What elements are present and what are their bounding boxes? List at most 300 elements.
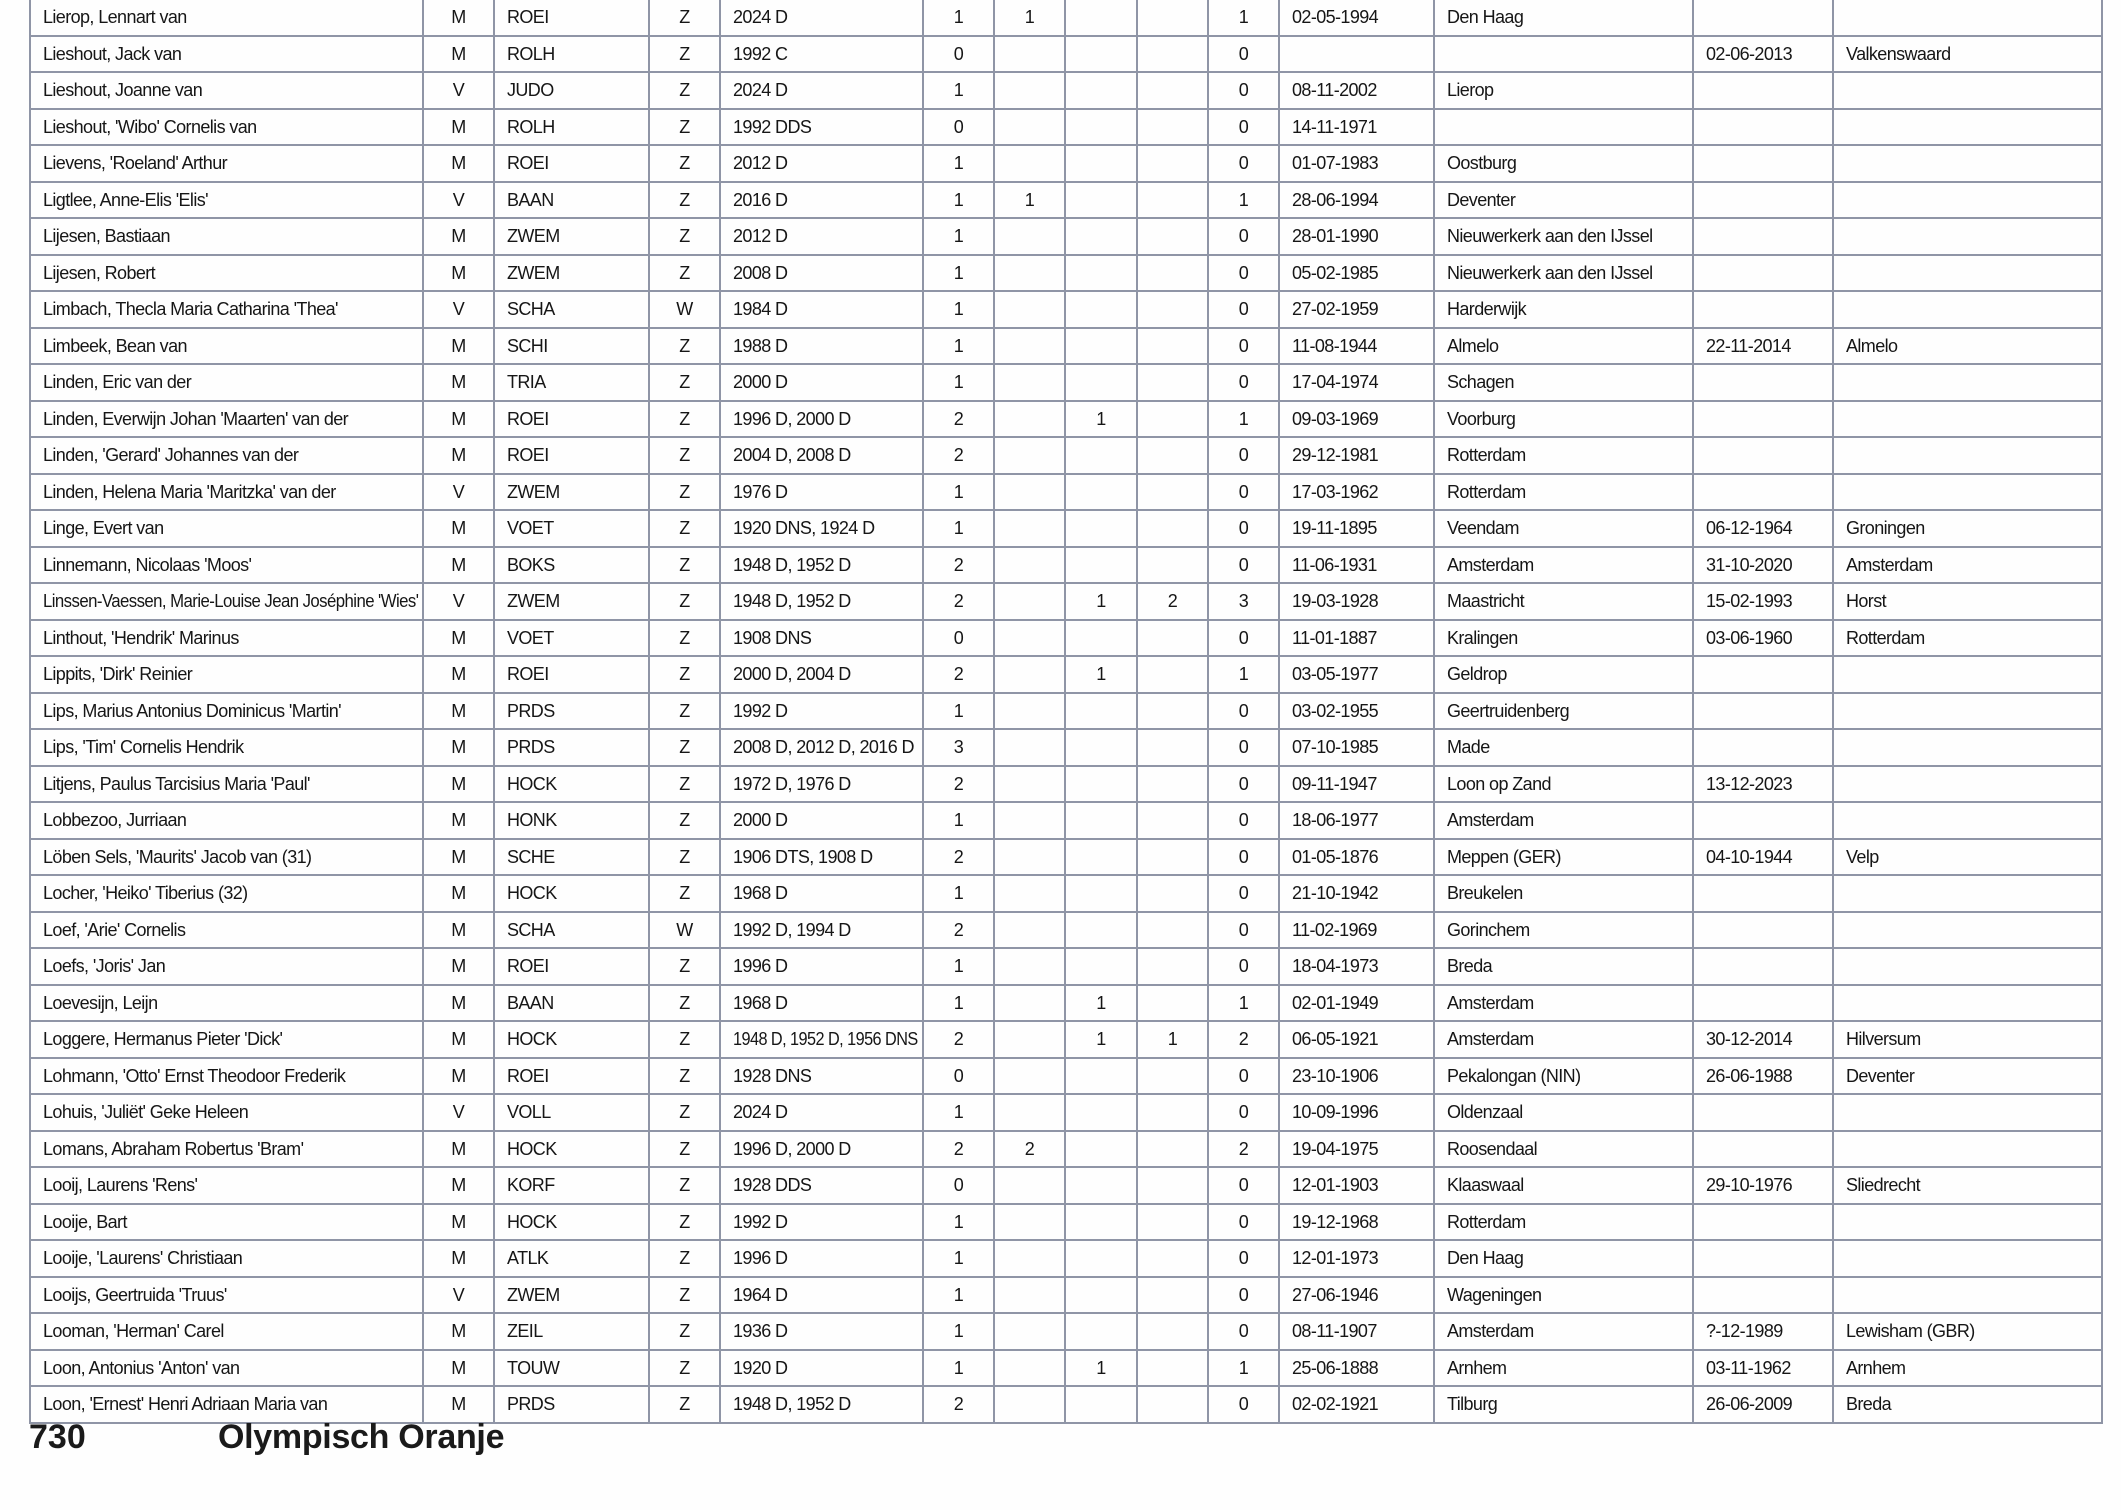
bronze-cell — [1137, 1167, 1208, 1204]
birth-date-cell: 25-06-1888 — [1279, 1350, 1434, 1387]
death-place-cell — [1833, 693, 2102, 730]
medals-total-cell: 0 — [1208, 1313, 1279, 1350]
bronze-cell — [1137, 182, 1208, 219]
book-title: Olympisch Oranje — [218, 1418, 505, 1456]
death-date-cell: 30-12-2014 — [1693, 1021, 1833, 1058]
participations-cell: 1 — [923, 328, 994, 365]
birth-place-cell: Gorinchem — [1434, 912, 1693, 949]
birth-date-cell: 11-06-1931 — [1279, 547, 1434, 584]
games-cell: 1928 DNS — [720, 1058, 923, 1095]
sport-cell: PRDS — [494, 729, 649, 766]
medals-total-cell: 0 — [1208, 802, 1279, 839]
sport-cell: ROEI — [494, 0, 649, 36]
participations-cell: 2 — [923, 1386, 994, 1423]
death-date-cell: 26-06-2009 — [1693, 1386, 1833, 1423]
silver-cell — [1065, 510, 1137, 547]
sport-cell: ZWEM — [494, 218, 649, 255]
birth-place-cell — [1434, 109, 1693, 146]
athlete-name-cell: Linnemann, Nicolaas 'Moos' — [30, 547, 423, 584]
participations-cell: 0 — [923, 1058, 994, 1095]
death-date-cell: 04-10-1944 — [1693, 839, 1833, 876]
birth-date-cell: 19-12-1968 — [1279, 1204, 1434, 1241]
bronze-cell — [1137, 328, 1208, 365]
silver-cell — [1065, 729, 1137, 766]
athlete-name-cell: Linden, Helena Maria 'Maritzka' van der — [30, 474, 423, 511]
games-cell: 2024 D — [720, 72, 923, 109]
games-cell: 1948 D, 1952 D — [720, 547, 923, 584]
gold-cell — [994, 328, 1065, 365]
athlete-name-cell: Lierop, Lennart van — [30, 0, 423, 36]
death-place-cell: Hilversum — [1833, 1021, 2102, 1058]
gold-cell — [994, 291, 1065, 328]
participations-cell: 1 — [923, 948, 994, 985]
medals-total-cell: 1 — [1208, 985, 1279, 1022]
gold-cell — [994, 510, 1065, 547]
participations-cell: 0 — [923, 620, 994, 657]
birth-date-cell: 27-02-1959 — [1279, 291, 1434, 328]
death-place-cell: Breda — [1833, 1386, 2102, 1423]
gold-cell — [994, 985, 1065, 1022]
games-cell: 1968 D — [720, 985, 923, 1022]
table-row — [30, 401, 2102, 438]
games-cell: 1992 D, 1994 D — [720, 912, 923, 949]
gold-cell — [994, 474, 1065, 511]
season-cell: Z — [649, 948, 720, 985]
bronze-cell — [1137, 1204, 1208, 1241]
athlete-name-cell: Loon, 'Ernest' Henri Adriaan Maria van — [30, 1386, 423, 1423]
birth-place-cell: Maastricht — [1434, 583, 1693, 620]
silver-cell — [1065, 36, 1137, 73]
birth-date-cell: 03-05-1977 — [1279, 656, 1434, 693]
silver-cell — [1065, 948, 1137, 985]
birth-place-cell: Veendam — [1434, 510, 1693, 547]
death-place-cell — [1833, 182, 2102, 219]
games-cell: 1992 C — [720, 36, 923, 73]
athlete-name-cell: Linssen-Vaessen, Marie-Louise Jean Joséphine 'Wies' — [30, 583, 423, 620]
silver-cell: 1 — [1065, 1021, 1137, 1058]
athlete-name-cell: Lievens, 'Roeland' Arthur — [30, 145, 423, 182]
season-cell: Z — [649, 1167, 720, 1204]
sport-cell: ZWEM — [494, 1277, 649, 1314]
table-row — [30, 875, 2102, 912]
death-date-cell — [1693, 948, 1833, 985]
death-place-cell — [1833, 802, 2102, 839]
gold-cell — [994, 1277, 1065, 1314]
participations-cell: 2 — [923, 401, 994, 438]
sport-cell: SCHE — [494, 839, 649, 876]
silver-cell — [1065, 1386, 1137, 1423]
season-cell: Z — [649, 1386, 720, 1423]
bronze-cell — [1137, 510, 1208, 547]
silver-cell — [1065, 547, 1137, 584]
sport-cell: ROLH — [494, 109, 649, 146]
gold-cell — [994, 802, 1065, 839]
sport-cell: ZEIL — [494, 1313, 649, 1350]
table-row — [30, 766, 2102, 803]
bronze-cell — [1137, 1313, 1208, 1350]
table-row — [30, 145, 2102, 182]
medals-total-cell: 0 — [1208, 1204, 1279, 1241]
birth-date-cell: 27-06-1946 — [1279, 1277, 1434, 1314]
birth-date-cell: 05-02-1985 — [1279, 255, 1434, 292]
medals-total-cell: 0 — [1208, 328, 1279, 365]
gold-cell — [994, 1313, 1065, 1350]
silver-cell — [1065, 839, 1137, 876]
gender-cell: M — [423, 328, 494, 365]
death-place-cell — [1833, 218, 2102, 255]
table-row — [30, 583, 2102, 620]
sport-cell: TRIA — [494, 364, 649, 401]
athlete-name-cell: Lieshout, 'Wibo' Cornelis van — [30, 109, 423, 146]
birth-date-cell: 11-01-1887 — [1279, 620, 1434, 657]
participations-cell: 1 — [923, 255, 994, 292]
games-cell: 1976 D — [720, 474, 923, 511]
athlete-name-cell: Looije, Bart — [30, 1204, 423, 1241]
bronze-cell — [1137, 255, 1208, 292]
death-date-cell — [1693, 693, 1833, 730]
games-cell: 1948 D, 1952 D, 1956 DNS — [720, 1021, 923, 1058]
participations-cell: 1 — [923, 474, 994, 511]
death-place-cell — [1833, 364, 2102, 401]
athlete-name-cell: Linden, Everwijn Johan 'Maarten' van der — [30, 401, 423, 438]
bronze-cell — [1137, 985, 1208, 1022]
death-date-cell — [1693, 145, 1833, 182]
table-row — [30, 912, 2102, 949]
gender-cell: M — [423, 1021, 494, 1058]
silver-cell — [1065, 1204, 1137, 1241]
death-place-cell — [1833, 401, 2102, 438]
athlete-name-cell: Limbach, Thecla Maria Catharina 'Thea' — [30, 291, 423, 328]
bronze-cell — [1137, 364, 1208, 401]
birth-place-cell: Amsterdam — [1434, 1313, 1693, 1350]
table-row — [30, 1167, 2102, 1204]
games-cell: 2012 D — [720, 218, 923, 255]
gender-cell: M — [423, 912, 494, 949]
gold-cell — [994, 218, 1065, 255]
birth-place-cell: Lierop — [1434, 72, 1693, 109]
death-place-cell: Deventer — [1833, 1058, 2102, 1095]
medals-total-cell: 0 — [1208, 766, 1279, 803]
death-place-cell: Lewisham (GBR) — [1833, 1313, 2102, 1350]
birth-place-cell: Schagen — [1434, 364, 1693, 401]
table-row — [30, 1240, 2102, 1277]
gold-cell — [994, 1167, 1065, 1204]
games-cell: 1984 D — [720, 291, 923, 328]
sport-cell: ROEI — [494, 401, 649, 438]
table-row — [30, 985, 2102, 1022]
games-cell: 1948 D, 1952 D — [720, 583, 923, 620]
gender-cell: M — [423, 948, 494, 985]
birth-place-cell: Nieuwerkerk aan den IJssel — [1434, 218, 1693, 255]
gold-cell — [994, 364, 1065, 401]
table-row — [30, 1204, 2102, 1241]
silver-cell — [1065, 1167, 1137, 1204]
death-place-cell — [1833, 912, 2102, 949]
participations-cell: 2 — [923, 1021, 994, 1058]
table-row — [30, 364, 2102, 401]
death-place-cell — [1833, 0, 2102, 36]
athlete-name-cell: Looij, Laurens 'Rens' — [30, 1167, 423, 1204]
table-row — [30, 182, 2102, 219]
death-date-cell — [1693, 1204, 1833, 1241]
athlete-name-cell: Lieshout, Joanne van — [30, 72, 423, 109]
season-cell: Z — [649, 729, 720, 766]
table-row — [30, 474, 2102, 511]
medals-total-cell: 0 — [1208, 218, 1279, 255]
athlete-name-cell: Lohmann, 'Otto' Ernst Theodoor Frederik — [30, 1058, 423, 1095]
death-date-cell: 22-11-2014 — [1693, 328, 1833, 365]
birth-place-cell: Geertruidenberg — [1434, 693, 1693, 730]
gold-cell — [994, 1094, 1065, 1131]
medals-total-cell: 0 — [1208, 510, 1279, 547]
games-cell: 1992 D — [720, 693, 923, 730]
medals-total-cell: 0 — [1208, 948, 1279, 985]
table-row — [30, 1277, 2102, 1314]
sport-cell: VOET — [494, 620, 649, 657]
death-place-cell — [1833, 1277, 2102, 1314]
athlete-name-cell: Loefs, 'Joris' Jan — [30, 948, 423, 985]
games-cell: 1968 D — [720, 875, 923, 912]
gender-cell: V — [423, 583, 494, 620]
death-place-cell: Velp — [1833, 839, 2102, 876]
medals-total-cell: 0 — [1208, 839, 1279, 876]
athlete-name-cell: Linden, Eric van der — [30, 364, 423, 401]
medals-total-cell: 0 — [1208, 1277, 1279, 1314]
table-row — [30, 36, 2102, 73]
medals-total-cell: 0 — [1208, 36, 1279, 73]
gold-cell — [994, 1021, 1065, 1058]
season-cell: W — [649, 291, 720, 328]
silver-cell — [1065, 474, 1137, 511]
season-cell: Z — [649, 1204, 720, 1241]
gender-cell: M — [423, 1240, 494, 1277]
season-cell: Z — [649, 474, 720, 511]
birth-place-cell: Geldrop — [1434, 656, 1693, 693]
participations-cell: 1 — [923, 0, 994, 36]
bronze-cell — [1137, 36, 1208, 73]
games-cell: 1996 D — [720, 948, 923, 985]
bronze-cell — [1137, 1350, 1208, 1387]
games-cell: 1948 D, 1952 D — [720, 1386, 923, 1423]
death-place-cell — [1833, 109, 2102, 146]
death-date-cell — [1693, 802, 1833, 839]
sport-cell: JUDO — [494, 72, 649, 109]
bronze-cell — [1137, 1386, 1208, 1423]
birth-date-cell — [1279, 36, 1434, 73]
bronze-cell — [1137, 1131, 1208, 1168]
death-date-cell: 03-11-1962 — [1693, 1350, 1833, 1387]
medals-total-cell: 0 — [1208, 912, 1279, 949]
birth-place-cell: Pekalongan (NIN) — [1434, 1058, 1693, 1095]
bronze-cell — [1137, 547, 1208, 584]
participations-cell: 1 — [923, 1277, 994, 1314]
games-cell: 2008 D, 2012 D, 2016 D — [720, 729, 923, 766]
participations-cell: 2 — [923, 766, 994, 803]
medals-total-cell: 0 — [1208, 72, 1279, 109]
participations-cell: 1 — [923, 364, 994, 401]
table-row — [30, 510, 2102, 547]
athlete-name-cell: Lijesen, Robert — [30, 255, 423, 292]
birth-date-cell: 01-07-1983 — [1279, 145, 1434, 182]
birth-date-cell: 08-11-1907 — [1279, 1313, 1434, 1350]
gender-cell: M — [423, 36, 494, 73]
gender-cell: M — [423, 1350, 494, 1387]
athlete-name-cell: Loon, Antonius 'Anton' van — [30, 1350, 423, 1387]
season-cell: Z — [649, 766, 720, 803]
athlete-name-cell: Litjens, Paulus Tarcisius Maria 'Paul' — [30, 766, 423, 803]
medals-total-cell: 0 — [1208, 145, 1279, 182]
athlete-name-cell: Looijs, Geertruida 'Truus' — [30, 1277, 423, 1314]
death-date-cell: 02-06-2013 — [1693, 36, 1833, 73]
gold-cell — [994, 693, 1065, 730]
bronze-cell — [1137, 1277, 1208, 1314]
silver-cell — [1065, 109, 1137, 146]
medals-total-cell: 0 — [1208, 1167, 1279, 1204]
bronze-cell: 2 — [1137, 583, 1208, 620]
participations-cell: 1 — [923, 291, 994, 328]
birth-place-cell: Amsterdam — [1434, 547, 1693, 584]
gender-cell: M — [423, 1204, 494, 1241]
sport-cell: PRDS — [494, 1386, 649, 1423]
birth-place-cell: Nieuwerkerk aan den IJssel — [1434, 255, 1693, 292]
birth-place-cell: Amsterdam — [1434, 802, 1693, 839]
gender-cell: M — [423, 510, 494, 547]
death-place-cell — [1833, 255, 2102, 292]
season-cell: Z — [649, 1094, 720, 1131]
gold-cell — [994, 547, 1065, 584]
birth-place-cell: Oostburg — [1434, 145, 1693, 182]
birth-date-cell: 21-10-1942 — [1279, 875, 1434, 912]
participations-cell: 1 — [923, 1204, 994, 1241]
table-row — [30, 218, 2102, 255]
sport-cell: BAAN — [494, 182, 649, 219]
death-place-cell — [1833, 1204, 2102, 1241]
birth-date-cell: 10-09-1996 — [1279, 1094, 1434, 1131]
death-date-cell — [1693, 474, 1833, 511]
games-cell: 2004 D, 2008 D — [720, 437, 923, 474]
games-cell: 1996 D, 2000 D — [720, 401, 923, 438]
bronze-cell — [1137, 1240, 1208, 1277]
death-date-cell — [1693, 729, 1833, 766]
gender-cell: M — [423, 437, 494, 474]
gender-cell: V — [423, 182, 494, 219]
bronze-cell — [1137, 1058, 1208, 1095]
gender-cell: M — [423, 1131, 494, 1168]
participations-cell: 2 — [923, 437, 994, 474]
medals-total-cell: 2 — [1208, 1021, 1279, 1058]
gender-cell: M — [423, 839, 494, 876]
birth-place-cell: Rotterdam — [1434, 474, 1693, 511]
death-date-cell: 13-12-2023 — [1693, 766, 1833, 803]
table-row — [30, 109, 2102, 146]
season-cell: Z — [649, 1131, 720, 1168]
death-date-cell — [1693, 656, 1833, 693]
death-place-cell — [1833, 948, 2102, 985]
death-date-cell: 15-02-1993 — [1693, 583, 1833, 620]
gender-cell: V — [423, 1094, 494, 1131]
season-cell: Z — [649, 1058, 720, 1095]
gender-cell: V — [423, 1277, 494, 1314]
death-place-cell: Arnhem — [1833, 1350, 2102, 1387]
medals-total-cell: 0 — [1208, 255, 1279, 292]
death-date-cell — [1693, 1094, 1833, 1131]
death-place-cell: Groningen — [1833, 510, 2102, 547]
participations-cell: 2 — [923, 1131, 994, 1168]
gender-cell: M — [423, 729, 494, 766]
gold-cell — [994, 1386, 1065, 1423]
participations-cell: 2 — [923, 583, 994, 620]
bronze-cell — [1137, 729, 1208, 766]
birth-place-cell — [1434, 36, 1693, 73]
sport-cell: BAAN — [494, 985, 649, 1022]
death-place-cell: Sliedrecht — [1833, 1167, 2102, 1204]
death-place-cell — [1833, 1240, 2102, 1277]
medals-total-cell: 0 — [1208, 875, 1279, 912]
season-cell: Z — [649, 1350, 720, 1387]
table-row — [30, 291, 2102, 328]
death-date-cell — [1693, 912, 1833, 949]
birth-place-cell: Meppen (GER) — [1434, 839, 1693, 876]
death-place-cell: Horst — [1833, 583, 2102, 620]
season-cell: Z — [649, 437, 720, 474]
table-row — [30, 802, 2102, 839]
gender-cell: M — [423, 255, 494, 292]
silver-cell — [1065, 1058, 1137, 1095]
death-place-cell — [1833, 1094, 2102, 1131]
gender-cell: M — [423, 766, 494, 803]
death-date-cell — [1693, 437, 1833, 474]
table-row — [30, 255, 2102, 292]
games-cell: 2024 D — [720, 0, 923, 36]
death-place-cell — [1833, 729, 2102, 766]
silver-cell — [1065, 912, 1137, 949]
gold-cell — [994, 875, 1065, 912]
gold-cell — [994, 583, 1065, 620]
page-number: 730 — [29, 1418, 86, 1456]
bronze-cell — [1137, 291, 1208, 328]
death-date-cell — [1693, 218, 1833, 255]
silver-cell — [1065, 328, 1137, 365]
medals-total-cell: 1 — [1208, 401, 1279, 438]
birth-place-cell: Amsterdam — [1434, 985, 1693, 1022]
games-cell: 1964 D — [720, 1277, 923, 1314]
birth-place-cell: Breukelen — [1434, 875, 1693, 912]
gold-cell — [994, 1350, 1065, 1387]
silver-cell — [1065, 1094, 1137, 1131]
season-cell: Z — [649, 875, 720, 912]
gold-cell — [994, 1058, 1065, 1095]
sport-cell: HOCK — [494, 875, 649, 912]
silver-cell — [1065, 1240, 1137, 1277]
participations-cell: 1 — [923, 182, 994, 219]
games-cell: 1908 DNS — [720, 620, 923, 657]
season-cell: Z — [649, 1021, 720, 1058]
season-cell: Z — [649, 36, 720, 73]
death-place-cell — [1833, 656, 2102, 693]
birth-place-cell: Breda — [1434, 948, 1693, 985]
season-cell: Z — [649, 0, 720, 36]
bronze-cell — [1137, 0, 1208, 36]
table-row — [30, 437, 2102, 474]
death-date-cell — [1693, 1277, 1833, 1314]
medals-total-cell: 2 — [1208, 1131, 1279, 1168]
athlete-name-cell: Loggere, Hermanus Pieter 'Dick' — [30, 1021, 423, 1058]
silver-cell — [1065, 802, 1137, 839]
table-row — [30, 1131, 2102, 1168]
gold-cell — [994, 437, 1065, 474]
gender-cell: M — [423, 364, 494, 401]
participations-cell: 2 — [923, 839, 994, 876]
